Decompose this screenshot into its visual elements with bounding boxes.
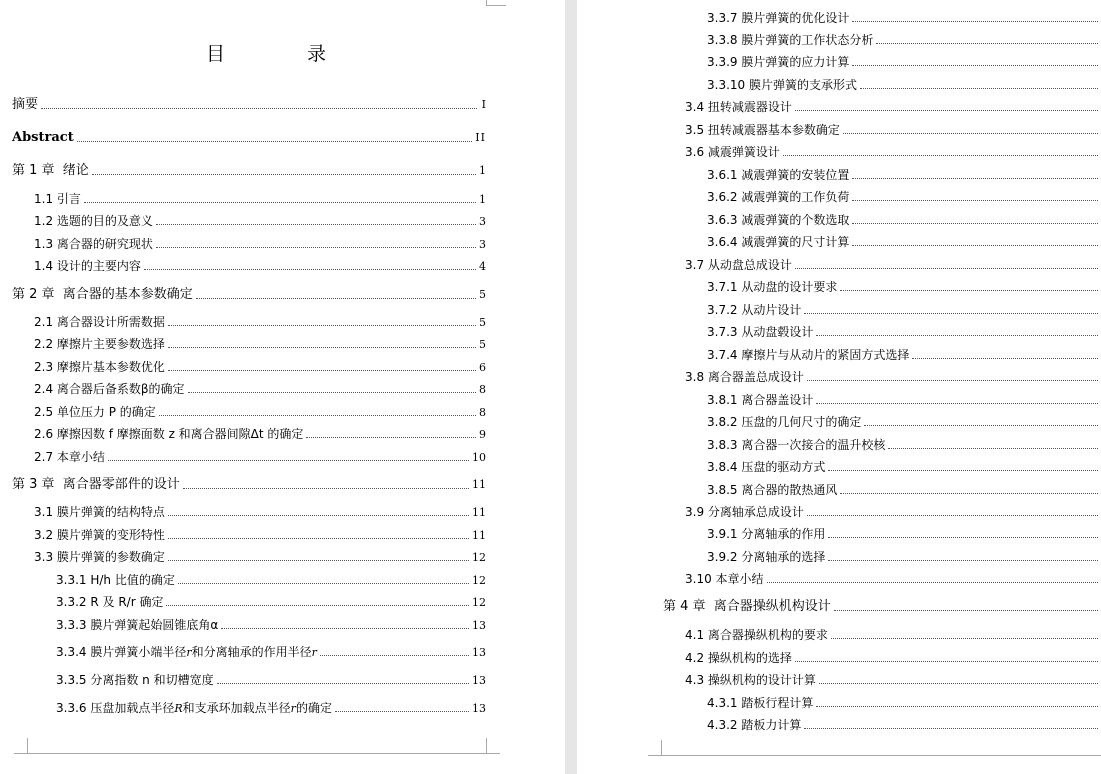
dot-leader — [92, 174, 476, 175]
toc-page-number: 5 — [479, 338, 486, 351]
toc-entry-label: 2.7 本章小结 — [34, 450, 105, 464]
toc-entry[interactable] — [34, 358, 486, 376]
toc-entry[interactable] — [34, 212, 486, 230]
margin-corner-mark — [486, 0, 506, 6]
toc-entry-label: 3.9.2 分离轴承的选择 — [707, 550, 826, 564]
toc-entry[interactable] — [707, 233, 1101, 251]
toc-entry[interactable] — [707, 346, 1101, 364]
math-symbol: r — [311, 646, 317, 659]
toc-entry-label: 1.1 引言 — [34, 192, 81, 206]
math-symbol: R — [174, 702, 183, 715]
page-title: 目 录 — [206, 43, 365, 65]
toc-entry-label: 3.7.2 从动片设计 — [707, 303, 802, 317]
dot-leader — [217, 683, 469, 684]
toc-entry-label: 3.10 本章小结 — [685, 572, 764, 586]
toc-entry[interactable] — [34, 235, 486, 253]
dot-leader — [860, 88, 1098, 89]
dot-leader — [168, 538, 469, 539]
toc-entry-label: 4.3.2 踏板力计算 — [707, 718, 802, 732]
toc-page-number: 10 — [472, 451, 486, 464]
dot-leader — [852, 65, 1098, 66]
dot-leader — [767, 582, 1098, 583]
dot-leader — [795, 661, 1098, 662]
margin-corner-mark — [648, 740, 662, 756]
dot-leader — [168, 370, 476, 371]
toc-entry-label: 2.5 单位压力 P 的确定 — [34, 405, 156, 419]
toc-entry-label: 1.4 设计的主要内容 — [34, 259, 141, 273]
toc-entry[interactable] — [34, 190, 486, 208]
toc-entry-label: 和分离轴承的作用半径 — [191, 645, 312, 659]
toc-entry[interactable] — [707, 481, 1101, 499]
toc-entry[interactable] — [34, 548, 486, 566]
toc-entry[interactable] — [34, 380, 486, 398]
toc-entry[interactable] — [707, 548, 1101, 566]
toc-entry[interactable] — [707, 53, 1101, 71]
toc-entry-label: 3.3.3 膜片弹簧起始圆锥底角α — [56, 618, 219, 632]
toc-entry-label: 1.2 选题的目的及意义 — [34, 214, 153, 228]
toc-entry-label: 4.3 操纵机构的设计计算 — [685, 673, 816, 687]
toc-page-number: II — [475, 131, 486, 144]
toc-entry-label: 3.3.4 膜片弹簧小端半径 — [56, 645, 187, 659]
dot-leader — [852, 223, 1098, 224]
toc-entry-label: 第 4 章 离合器操纵机构设计 — [663, 599, 831, 614]
dot-leader — [840, 290, 1098, 291]
toc-entry[interactable] — [685, 121, 1101, 139]
toc-entry[interactable] — [34, 526, 486, 544]
toc-entry-label: 2.2 摩擦片主要参数选择 — [34, 337, 165, 351]
dot-leader — [816, 403, 1098, 404]
toc-entry-label: 3.3.10 膜片弹簧的支承形式 — [707, 78, 857, 92]
toc-entry[interactable] — [663, 598, 1101, 616]
dot-leader — [196, 298, 476, 299]
toc-entry[interactable] — [56, 593, 486, 611]
toc-entry[interactable] — [685, 570, 1101, 588]
toc-entry-label: 3.7.3 从动盘毂设计 — [707, 325, 814, 339]
toc-entry[interactable] — [707, 278, 1101, 296]
toc-entry-label: 3.2 膜片弹簧的变形特性 — [34, 528, 165, 542]
toc-entry[interactable] — [34, 425, 486, 443]
toc-page-number: 1 — [479, 193, 486, 206]
toc-entry[interactable] — [56, 643, 486, 661]
bottom-margin-line — [662, 755, 1101, 756]
toc-entry-label: 3.3.5 分离指数 n 和切槽宽度 — [56, 673, 214, 687]
toc-entry[interactable] — [685, 626, 1101, 644]
toc-page-number: 13 — [472, 646, 486, 659]
dot-leader — [41, 108, 477, 109]
toc-entry-label: Abstract — [12, 130, 74, 145]
toc-entry-label: 3.3.6 压盘加载点半径 — [56, 701, 175, 715]
toc-entry[interactable] — [56, 699, 486, 717]
dot-leader — [804, 728, 1098, 729]
toc-entry[interactable] — [685, 649, 1101, 667]
dot-leader — [828, 470, 1098, 471]
toc-entry-label: 3.3.8 膜片弹簧的工作状态分析 — [707, 33, 874, 47]
toc-page-number: 11 — [472, 529, 486, 542]
left-page — [0, 0, 506, 774]
toc-entry-label: 3.6.3 减震弹簧的个数选取 — [707, 213, 850, 227]
toc-page-number: 8 — [479, 383, 486, 396]
dot-leader — [852, 21, 1098, 22]
toc-entry-label: 第 1 章 绪论 — [12, 163, 89, 178]
toc-entry[interactable] — [707, 436, 1101, 454]
toc-entry-label: 3.3.7 膜片弹簧的优化设计 — [707, 11, 850, 25]
toc-entry-label: 3.8.1 离合器盖设计 — [707, 393, 814, 407]
toc-entry-label: 摘要 — [12, 97, 39, 112]
toc-entry-label: 1.3 离合器的研究现状 — [34, 237, 153, 251]
dot-leader — [840, 493, 1098, 494]
dot-leader — [168, 515, 469, 516]
toc-entry[interactable] — [685, 368, 1101, 386]
toc-page-number: 8 — [479, 406, 486, 419]
toc-entry-label: 4.2 操纵机构的选择 — [685, 651, 792, 665]
dot-leader — [156, 247, 476, 248]
dot-leader — [843, 133, 1098, 134]
toc-page-number: 12 — [472, 596, 486, 609]
dot-leader — [335, 711, 469, 712]
toc-entry[interactable] — [12, 162, 486, 180]
dot-leader — [888, 448, 1098, 449]
toc-entry[interactable] — [34, 313, 486, 331]
toc-entry[interactable] — [707, 413, 1101, 431]
toc-page-number: 1 — [479, 164, 486, 177]
toc-entry-label: 3.8 离合器盖总成设计 — [685, 370, 804, 384]
toc-entry-label: 和支承环加载点半径 — [182, 701, 291, 715]
toc-entry[interactable] — [707, 31, 1101, 49]
toc-entry-label: 3.9.1 分离轴承的作用 — [707, 527, 826, 541]
dot-leader — [159, 415, 476, 416]
toc-page-number: 9 — [479, 428, 486, 441]
dot-leader — [144, 269, 476, 270]
toc-entry[interactable] — [12, 96, 486, 114]
toc-entry-label: 第 3 章 离合器零部件的设计 — [12, 477, 180, 492]
math-symbol: r — [290, 702, 296, 715]
dot-leader — [178, 583, 469, 584]
toc-entry[interactable] — [34, 448, 486, 466]
toc-entry[interactable] — [707, 166, 1101, 184]
dot-leader — [795, 268, 1098, 269]
toc-entry-label: 3.8.4 压盘的驱动方式 — [707, 460, 826, 474]
margin-corner-mark — [14, 738, 28, 754]
toc-entry[interactable] — [56, 571, 486, 589]
dot-leader — [852, 245, 1098, 246]
dot-leader — [804, 313, 1098, 314]
right-page — [580, 0, 1101, 774]
toc-entry[interactable] — [707, 188, 1101, 206]
toc-entry[interactable] — [56, 671, 486, 689]
toc-entry[interactable] — [34, 335, 486, 353]
toc-entry-label: 3.3 膜片弹簧的参数确定 — [34, 550, 165, 564]
toc-entry[interactable] — [34, 503, 486, 521]
toc-entry-label: 3.5 扭转减震器基本参数确定 — [685, 123, 840, 137]
toc-entry-label: 3.6.1 减震弹簧的安装位置 — [707, 168, 850, 182]
dot-leader — [819, 683, 1098, 684]
toc-entry-label: 3.3.1 H/h 比值的确定 — [56, 573, 175, 587]
toc-page-number: 13 — [472, 674, 486, 687]
margin-corner-mark — [486, 738, 500, 754]
toc-page-number: 3 — [479, 238, 486, 251]
dot-leader — [852, 178, 1098, 179]
dot-leader — [320, 655, 469, 656]
toc-entry[interactable] — [707, 391, 1101, 409]
toc-entry-label: 4.3.1 踏板行程计算 — [707, 696, 814, 710]
toc-page-number: 12 — [472, 574, 486, 587]
toc-page-number: 11 — [472, 506, 486, 519]
dot-leader — [168, 325, 476, 326]
dot-leader — [816, 335, 1098, 336]
dot-leader — [84, 202, 476, 203]
bottom-margin-line — [28, 753, 486, 754]
toc-entry[interactable] — [685, 143, 1101, 161]
toc-page-number: 5 — [479, 316, 486, 329]
toc-page-number: 12 — [472, 551, 486, 564]
dot-leader — [168, 347, 476, 348]
toc-entry[interactable] — [707, 694, 1101, 712]
dot-leader — [795, 110, 1098, 111]
toc-entry[interactable] — [34, 257, 486, 275]
dot-leader — [306, 437, 476, 438]
dot-leader — [168, 560, 469, 561]
toc-entry-label: 3.7.4 摩擦片与从动片的紧固方式选择 — [707, 348, 910, 362]
toc-entry-label: 3.7 从动盘总成设计 — [685, 258, 792, 272]
dot-leader — [221, 628, 469, 629]
toc-entry[interactable] — [707, 716, 1101, 734]
toc-entry-label: 4.1 离合器操纵机构的要求 — [685, 628, 828, 642]
toc-entry-label: 3.4 扭转减震器设计 — [685, 100, 792, 114]
dot-leader — [828, 560, 1098, 561]
toc-entry[interactable] — [707, 9, 1101, 27]
toc-entry[interactable] — [12, 286, 486, 304]
toc-entry[interactable] — [56, 616, 486, 634]
toc-page-number: 4 — [479, 260, 486, 273]
dot-leader — [188, 392, 476, 393]
toc-page-number: 6 — [479, 361, 486, 374]
dot-leader — [831, 638, 1098, 639]
toc-entry-label: 3.3.2 R 及 R/r 确定 — [56, 595, 164, 609]
toc-entry-label: 3.3.9 膜片弹簧的应力计算 — [707, 55, 850, 69]
toc-entry[interactable] — [685, 503, 1101, 521]
toc-entry-label: 2.6 摩擦因数 f 摩擦面数 z 和离合器间隙Δt 的确定 — [34, 427, 304, 441]
toc-entry[interactable] — [12, 129, 486, 147]
dot-leader — [77, 141, 473, 142]
dot-leader — [783, 155, 1098, 156]
dot-leader — [166, 605, 469, 606]
toc-entry[interactable] — [34, 403, 486, 421]
toc-page-number: 3 — [479, 215, 486, 228]
toc-entry[interactable] — [707, 211, 1101, 229]
toc-entry[interactable] — [707, 458, 1101, 476]
dot-leader — [156, 224, 476, 225]
toc-entry-label: 2.3 摩擦片基本参数优化 — [34, 360, 165, 374]
math-symbol: r — [186, 646, 192, 659]
dot-leader — [807, 380, 1098, 381]
toc-page-number: 13 — [472, 619, 486, 632]
toc-entry[interactable] — [685, 98, 1101, 116]
toc-entry-label: 3.1 膜片弹簧的结构特点 — [34, 505, 165, 519]
toc-entry-label: 2.4 离合器后备系数β的确定 — [34, 382, 185, 396]
toc-entry-label: 第 2 章 离合器的基本参数确定 — [12, 287, 193, 302]
toc-entry-label: 3.9 分离轴承总成设计 — [685, 505, 804, 519]
dot-leader — [834, 610, 1098, 611]
dot-leader — [807, 515, 1098, 516]
toc-entry-label: 3.6.4 减震弹簧的尺寸计算 — [707, 235, 850, 249]
dot-leader — [108, 460, 469, 461]
dot-leader — [864, 425, 1098, 426]
toc-entry-label: 3.8.5 离合器的散热通风 — [707, 483, 838, 497]
toc-entry-label: 3.8.2 压盘的几何尺寸的确定 — [707, 415, 862, 429]
toc-entry-label: 3.6 减震弹簧设计 — [685, 145, 780, 159]
toc-page-number: 13 — [472, 702, 486, 715]
toc-page-number: I — [481, 98, 486, 111]
toc-entry[interactable] — [707, 525, 1101, 543]
dot-leader — [816, 706, 1098, 707]
dot-leader — [852, 200, 1098, 201]
toc-page-number: 5 — [479, 288, 486, 301]
toc-entry[interactable] — [12, 476, 486, 494]
toc-entry-label: 3.8.3 离合器一次接合的温升校核 — [707, 438, 886, 452]
toc-entry-label: 2.1 离合器设计所需数据 — [34, 315, 165, 329]
toc-entry[interactable] — [685, 671, 1101, 689]
dot-leader — [876, 43, 1098, 44]
page-separator — [565, 0, 577, 774]
toc-entry-label: 3.6.2 减震弹簧的工作负荷 — [707, 190, 850, 204]
toc-entry-label: 3.7.1 从动盘的设计要求 — [707, 280, 838, 294]
toc-page-number: 11 — [472, 478, 486, 491]
toc-entry-label: 的确定 — [295, 701, 332, 715]
dot-leader — [912, 358, 1098, 359]
dot-leader — [828, 537, 1098, 538]
toc-entry[interactable] — [707, 323, 1101, 341]
toc-entry[interactable] — [707, 301, 1101, 319]
toc-entry[interactable] — [707, 76, 1101, 94]
dot-leader — [183, 488, 469, 489]
toc-entry[interactable] — [685, 256, 1101, 274]
